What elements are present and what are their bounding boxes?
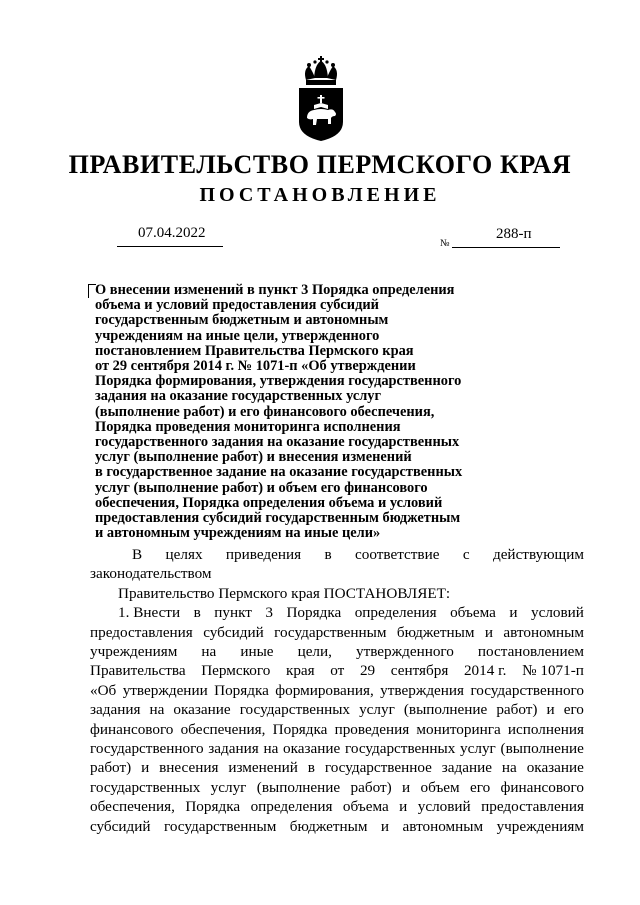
body-word: учреждениям (90, 643, 178, 661)
body-word: и (546, 701, 555, 719)
body-word: изменений (228, 759, 298, 777)
body-word: объема (450, 604, 496, 622)
subject-line: государственного задания на оказание государственных (95, 434, 460, 451)
body-word: задания (208, 740, 259, 758)
document-subject (95, 283, 515, 541)
subject-line: (выполнение работ) и его финансового обеспечения, (95, 403, 435, 420)
body-word: (выполнение (403, 701, 488, 719)
body-word: и (484, 623, 494, 641)
subject-line: государственным бюджетным и автономным (95, 312, 389, 329)
subject-line: учреждениям на иные цели, утвержденного (95, 327, 380, 344)
body-word: определения (354, 604, 437, 622)
document-number-label: № (440, 238, 450, 249)
body-word: услуг (460, 740, 496, 758)
body-word: Порядка (286, 604, 342, 622)
body-word: работ) (350, 778, 392, 796)
subject-line: Порядка проведения мониторинга исполнения (95, 418, 401, 435)
body-word: сентября (390, 662, 449, 680)
body-word: на (263, 740, 279, 758)
body-word: Порядка (214, 681, 269, 699)
subject-line: О внесении изменений в пункт 3 Порядка определения (95, 282, 455, 298)
body-word: В (132, 546, 143, 563)
body-word: (выполнение (500, 740, 584, 758)
body-word: предоставления (481, 798, 584, 816)
body-word: обеспечения, (90, 798, 175, 816)
body-word: и (509, 604, 518, 622)
body-word: оказание (173, 701, 231, 719)
body-word: мониторинга (416, 720, 501, 738)
body-word: оказание (283, 740, 341, 758)
body-word: исполнения (507, 720, 584, 738)
subject-line: от 29 сентября 2014 г. № 1071-п «Об утверждении (95, 358, 416, 375)
body-word: государственное (324, 759, 432, 777)
body-word: постановлением (477, 643, 584, 661)
body-word: на (201, 643, 217, 661)
body-line (90, 720, 584, 739)
body-word: государственных (239, 701, 351, 719)
subject-line: в государственное задание на оказание государственных (95, 464, 463, 481)
document-type-title: ПОСТАНОВЛЕНИЕ (199, 184, 441, 206)
subject-line: Порядка формирования, утверждения государственного (95, 373, 462, 390)
body-word: учреждениям (496, 817, 584, 835)
document-number: 288-п (496, 226, 532, 242)
document-date: 07.04.2022 (138, 225, 206, 241)
body-word: государственного (90, 740, 204, 758)
body-word: от (330, 662, 345, 680)
body-word: государственного (470, 681, 584, 699)
body-word: субсидий (203, 623, 264, 641)
body-word: его (470, 778, 491, 796)
body-word: 29 (359, 662, 376, 680)
body-word: государственным (274, 623, 387, 641)
body-word: задание (441, 759, 493, 777)
body-word: действующим (492, 546, 584, 563)
number-underline (452, 247, 560, 248)
body-word: автономным (503, 623, 584, 641)
body-word: государственных (90, 778, 201, 796)
body-word: целях (165, 546, 203, 563)
date-underline (117, 246, 223, 247)
body-word: Порядка (272, 720, 328, 738)
body-word: Правительство Пермского края ПОСТАНОВЛЯЕТ: (118, 584, 451, 602)
body-word: бюджетным (289, 817, 368, 835)
body-line (90, 700, 584, 719)
body-word: объем (420, 778, 460, 796)
body-word: объема (342, 798, 389, 816)
body-line (90, 661, 584, 680)
body-word: услуг (210, 778, 247, 796)
body-word: законодательством (90, 565, 212, 583)
subject-line: обеспечения, Порядка определения объема и условий (95, 494, 443, 511)
body-word: пункт (214, 604, 252, 622)
body-word: проведения (334, 720, 410, 738)
body-word: приведения (225, 546, 302, 563)
subject-line: объема и условий предоставления субсидий (95, 297, 379, 314)
body-word: работ) (90, 759, 132, 777)
body-word: с (462, 546, 470, 563)
body-word: 3 (265, 604, 273, 622)
body-word: в (193, 604, 201, 622)
body-word: утверждения (380, 681, 465, 699)
organization-title: ПРАВИТЕЛЬСТВО ПЕРМСКОГО КРАЯ (68, 150, 572, 179)
body-word: Пермского (201, 662, 271, 680)
body-word: финансового (500, 778, 584, 796)
body-line (90, 681, 584, 700)
body-line (90, 603, 584, 622)
body-line (90, 545, 584, 564)
body-word: бюджетным (396, 623, 475, 641)
body-word: 2014 г. (463, 662, 507, 680)
document-body (90, 545, 584, 836)
body-word: его (563, 701, 584, 719)
body-word: обеспечения, (180, 720, 266, 738)
body-word: в (307, 759, 315, 777)
subject-line: услуг (выполнение работ) и внесения изменений (95, 449, 412, 466)
body-line (90, 778, 584, 797)
body-word: и (399, 798, 408, 816)
body-word: на (501, 759, 517, 777)
subject-line: и автономным учреждениям на иные цели» (95, 525, 381, 542)
body-word: финансового (90, 720, 174, 738)
body-line (90, 584, 584, 603)
body-line (90, 797, 584, 816)
body-word: оказание (526, 759, 584, 777)
subject-line: постановлением Правительства Пермского края (95, 342, 414, 359)
subject-line: предоставления субсидий государственным бюджетным (95, 510, 461, 527)
body-word: (выполнение (256, 778, 341, 796)
body-word: и (141, 759, 150, 777)
body-word: 1. Внести (118, 604, 181, 622)
body-word: и (380, 817, 390, 835)
coat-of-arms-icon (295, 56, 347, 142)
body-word: края (285, 662, 315, 680)
body-word: № 1071-п (522, 662, 584, 680)
body-word: цели, (297, 643, 332, 661)
body-word: внесения (159, 759, 219, 777)
body-line (90, 623, 584, 642)
body-word: Порядка (185, 798, 241, 816)
body-line (90, 739, 584, 758)
body-word: условий (530, 604, 584, 622)
body-word: услуг (359, 701, 395, 719)
body-word: иные (240, 643, 274, 661)
body-word: на (149, 701, 165, 719)
body-word: субсидий (90, 817, 151, 835)
body-line (90, 758, 584, 777)
corner-bracket (88, 284, 96, 298)
body-word: задания (90, 701, 141, 719)
body-word: утвержденного (355, 643, 454, 661)
body-line (90, 817, 584, 836)
body-word: соответствие (355, 546, 440, 563)
body-word: предоставления (90, 623, 193, 641)
body-word: «Об (90, 681, 117, 699)
body-word: утверждении (122, 681, 208, 699)
body-line (90, 564, 584, 583)
body-word: Правительства (90, 662, 186, 680)
body-word: автономным (402, 817, 484, 835)
subject-line: услуг (выполнение работ) и объем его финансового (95, 479, 428, 496)
subject-line: задания на оказание государственных услуг (95, 388, 382, 405)
body-word: государственных (345, 740, 456, 758)
body-word: определения (250, 798, 333, 816)
body-word: государственным (163, 817, 277, 835)
body-word: работ) (496, 701, 538, 719)
body-word: в (324, 546, 332, 563)
body-word: формирования, (275, 681, 374, 699)
body-word: и (402, 778, 411, 796)
body-line (90, 642, 584, 661)
body-word: условий (417, 798, 471, 816)
